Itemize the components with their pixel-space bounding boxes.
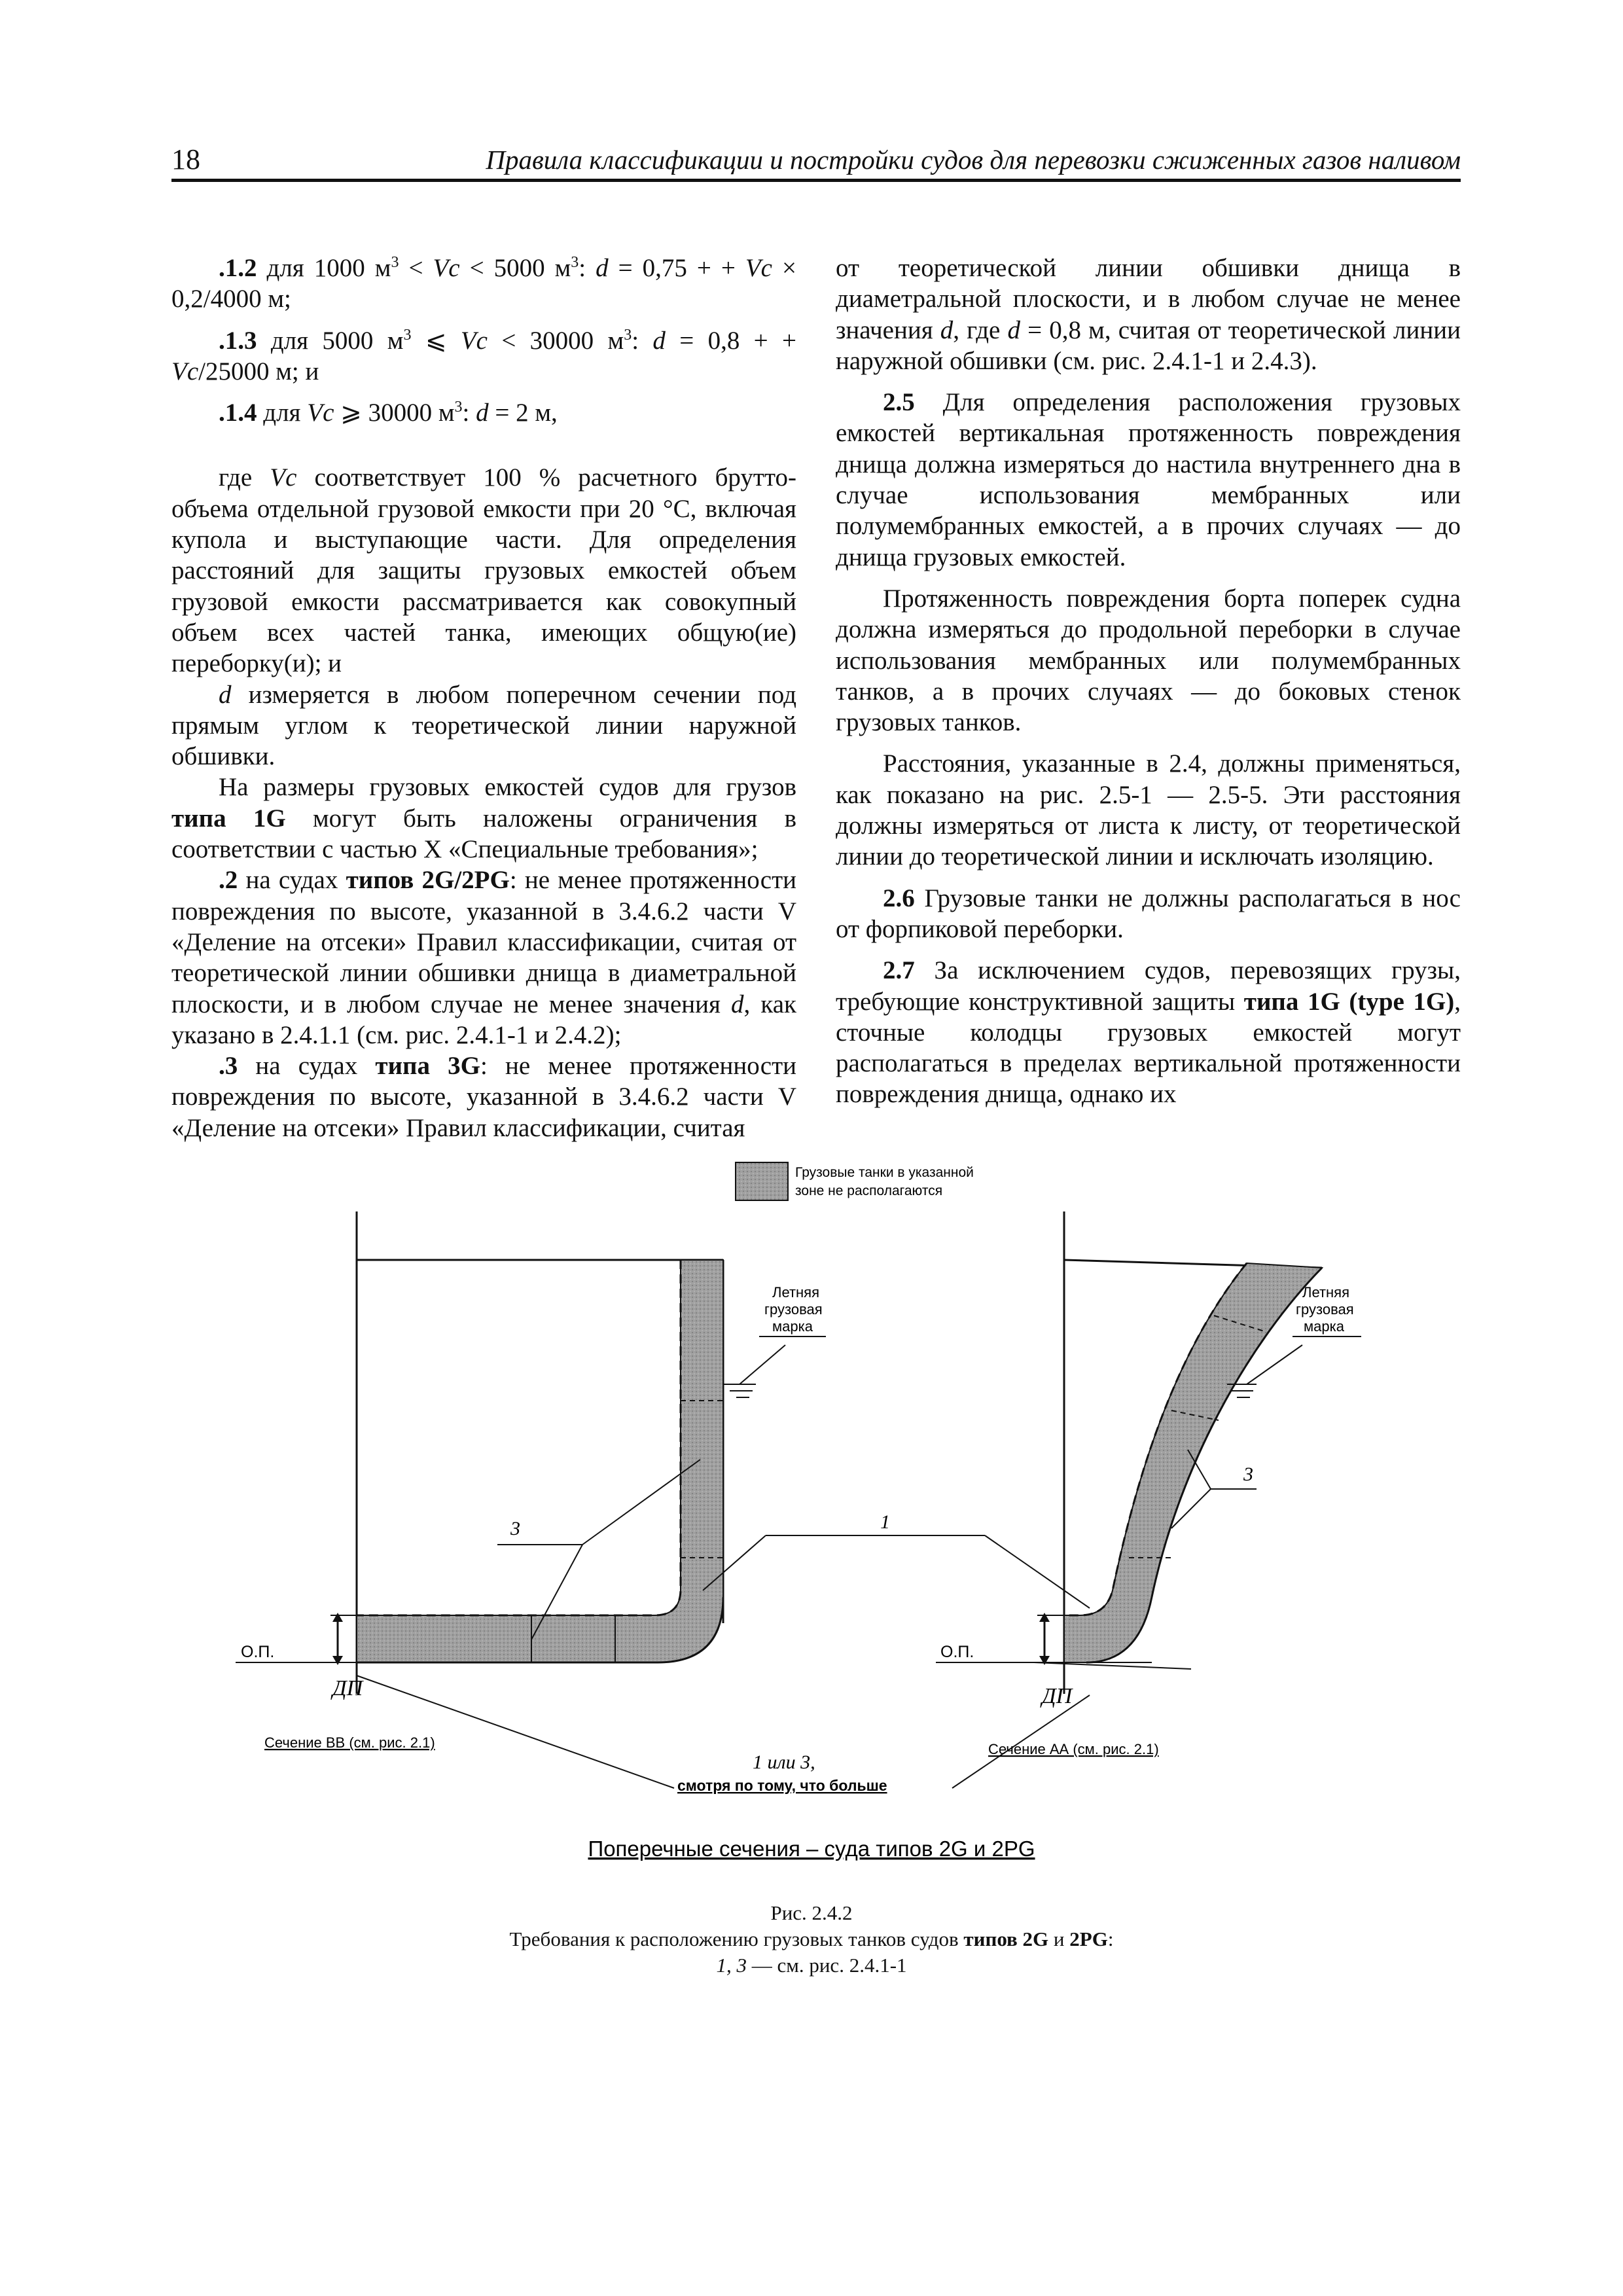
- section-aa-label: Сечение АА (см. рис. 2.1): [988, 1741, 1159, 1757]
- dp-label-left: ДП: [332, 1676, 363, 1700]
- left-column: [171, 253, 796, 1143]
- summer-mark-label-2-line-3: марка: [1304, 1318, 1344, 1335]
- label-3-right: 3: [1243, 1463, 1253, 1485]
- distances-paragraph: Расстояния, указанные в 2.4, должны применяться, как показано на рис. 2.5-1 — 2.5-5. Эти расстояния должны измеряться от листа к листу, от теоретической линии до теоретической линии и исключать изоляцию.: [836, 749, 1461, 871]
- section-bb-drawing: [236, 1211, 1090, 1788]
- label-3-left: 3: [510, 1518, 520, 1539]
- d-definition: d измеряется в любом поперечном сечении под прямым углом к теоретической линии наружной обшивки.: [171, 680, 796, 771]
- right-column: [836, 253, 1461, 1110]
- cross-section-figure: [0, 1139, 1623, 1990]
- section-bb-label: Сечение ВВ (см. рис. 2.1): [264, 1734, 435, 1751]
- figure-note: 1, 3 — см. рис. 2.4.1-1: [716, 1954, 907, 1977]
- vc-definition: где Vc соответствует 100 % расчетного брутто-объема отдельной грузовой емкости при 20 °С, включая купола и выступающие части. Для определения расстояний для защиты грузовых емкостей объем грузовой емкости рассматривается как совокупный объем всех частей танка, имеющих общую(ие) переборку(и); и: [171, 463, 796, 678]
- summer-mark-label-2-line-2: грузовая: [1296, 1301, 1354, 1318]
- summer-mark-label-1-line-1: Летняя: [772, 1284, 819, 1300]
- summer-mark-label-1-line-3: марка: [772, 1318, 813, 1335]
- protected-zone-aa: [1064, 1263, 1322, 1662]
- label-1: 1: [880, 1511, 890, 1533]
- one-or-three-label: 1 или 3,: [753, 1751, 815, 1773]
- section-2-7: 2.7 За исключением судов, перевозящих грузы, требующие конструктивной защиты типа 1G (type 1G), сточные колодцы грузовых емкостей могут располагаться в пределах вертикальной протяженности повреждения днища, однако их: [836, 956, 1461, 1109]
- continuation-paragraph: от теоретической линии обшивки днища в диаметральной плоскости, и в любом случае не менее значения d, где d = 0,8 м, считая от теоретической линии наружной обшивки (см. рис. 2.4.1-1 и 2.4.3).: [836, 254, 1461, 375]
- dp-label-right: ДП: [1042, 1684, 1073, 1708]
- legend-swatch: [736, 1162, 788, 1200]
- running-title: Правила классификации и постройки судов для перевозки сжиженных газов наливом: [486, 145, 1461, 175]
- protected-zone-bb: [357, 1260, 723, 1662]
- op-label-right: О.П.: [940, 1643, 974, 1661]
- clause-1-4: .1.4 для Vc ⩾ 30000 $м^3$: d = 2 м,: [219, 399, 558, 427]
- summer-mark-label-2-line-1: Летняя: [1302, 1284, 1349, 1300]
- whichever-label: смотря по тому, что больше: [677, 1777, 887, 1794]
- page-number: 18: [171, 143, 200, 175]
- legend-line-1: Грузовые танки в указанной: [795, 1165, 974, 1180]
- cross-sections-title: Поперечные сечения – суда типов 2G и 2PG: [588, 1837, 1035, 1861]
- clause-1-3: .1.3 для 5000 $м^3$ ⩽ Vc < 30000 $м^3$: d = 0,8 + + Vc/25000 м; и: [171, 326, 796, 386]
- section-2-6: 2.6 Грузовые танки не должны располагаться в нос от форпиковой переборки.: [836, 884, 1461, 943]
- section-aa-drawing: [936, 1211, 1322, 1788]
- clause-3: .3 на судах типа 3G: не менее протяженности повреждения по высоте, указанной в 3.4.6.2 части V «Деление на отсеки» Правил классификации, считая: [171, 1052, 796, 1142]
- clause-2: .2 на судах типов 2G/2PG: не менее протяженности повреждения по высоте, указанной в 3.4.6.2 части V «Деление на отсеки» Правил классификации, считая от теоретической линии обшивки днища в диаметральной плоскости, и в любом случае не менее значения d, как указано в 2.4.1.1 (см. рис. 2.4.1-1 и 2.4.2);: [171, 866, 796, 1049]
- clause-1-2: .1.2 для 1000 $м^3 < Vc < 5000$ $м^3$: d = 0,75 + + Vc × 0,2/4000 м;: [171, 254, 796, 314]
- legend-line-2: зоне не располагаются: [795, 1183, 943, 1198]
- figure-number: Рис. 2.4.2: [770, 1901, 853, 1924]
- section-2-5: 2.5 Для определения расположения грузовых емкостей вертикальная протяженность повреждения днища должна измеряться до настила внутреннего дна в случае использования мембранных или полумембранных емкостей, а в прочих случаях — до днища грузовых емкостей.: [836, 388, 1461, 571]
- header-rule: [171, 179, 1461, 182]
- op-label-left: О.П.: [241, 1643, 275, 1661]
- side-damage-paragraph: Протяженность повреждения борта поперек судна должна измеряться до продольной переборки в случае использования мембранных или полумембранных танков, а в прочих случаях — до боковых стенок грузовых танков.: [836, 584, 1461, 737]
- figure-title: Требования к расположению грузовых танков судов типов 2G и 2PG:: [509, 1928, 1114, 1950]
- summer-mark-label-1-line-2: грузовая: [764, 1301, 823, 1318]
- type-1g-paragraph: На размеры грузовых емкостей судов для грузов типа 1G могут быть наложены ограничения в соответствии с частью X «Специальные требования»;: [171, 773, 796, 864]
